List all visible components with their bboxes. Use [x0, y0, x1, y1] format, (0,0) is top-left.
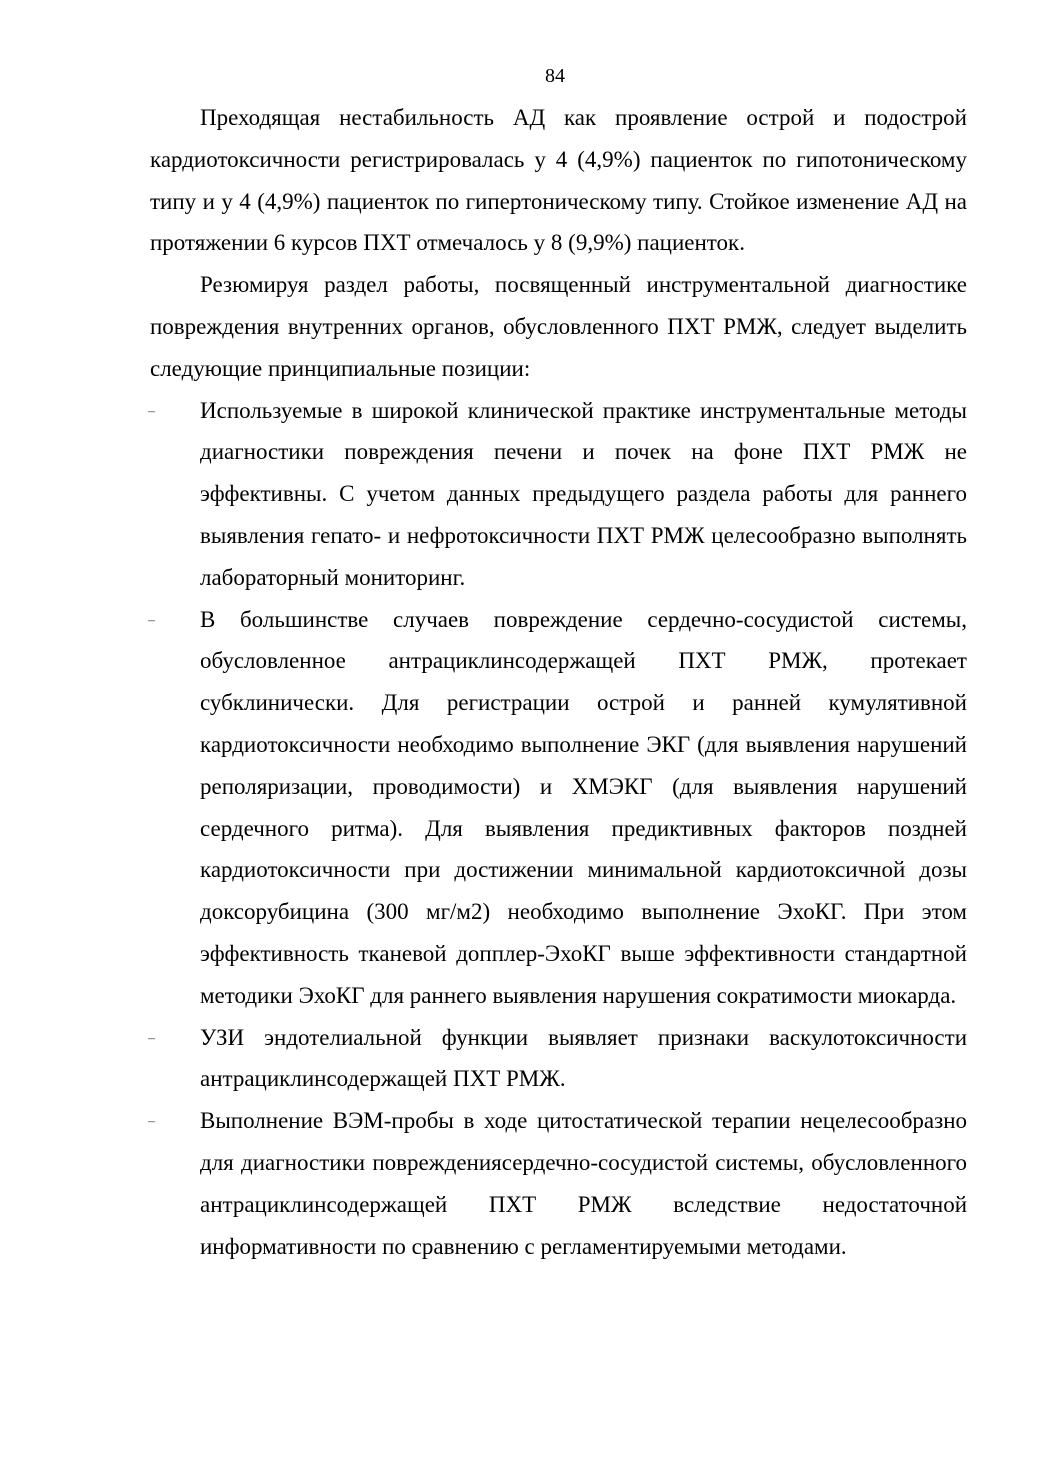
conclusions-list: [150, 390, 967, 1268]
list-item-text: Выполнение ВЭМ-пробы в ходе цитостатической терапии нецелесообразно для диагностики повреждениясердечно-сосудистой системы, обусловленного антрациклинсодержащей ПХТ РМЖ вследствие недостаточной информативности по сравнению с регламентируемыми методами.: [200, 1108, 967, 1259]
list-item: [150, 1100, 967, 1267]
list-marker: –: [148, 1030, 155, 1046]
page-number: 84: [545, 65, 565, 87]
list-item: [150, 599, 967, 1017]
paragraph-blood-pressure: Преходящая нестабильность АД как проявление острой и подострой кардиотоксичности регистрировалась у 4 (4,9%) пациенток по гипотоническому типу и у 4 (4,9%) пациенток по гипертоническому типу. Стойкое изменение АД на протяжении 6 курсов ПХТ отмечалось у 8 (9,9%) пациенток.: [150, 105, 967, 256]
list-item-text: Используемые в широкой клинической практике инструментальные методы диагностики повреждения печени и почек на фоне ПХТ РМЖ не эффективны. С учетом данных предыдущего раздела работы для раннего выявления гепато- и нефротоксичности ПХТ РМЖ целесообразно выполнять лабораторный мониторинг.: [200, 397, 967, 590]
list-item-text: В большинстве случаев повреждение сердечно-сосудистой системы, обусловленное антрациклинсодержащей ПХТ РМЖ, протекает субклинически. Для регистрации острой и ранней кумулятивной кардиотоксичности необходимо выполнение ЭКГ (для выявления нарушений реполяризации, проводимости) и ХМЭКГ (для выявления нарушений сердечного ритма). Для выявления предиктивных факторов поздней кардиотоксичности при достижении минимальной кардиотоксичной дозы доксорубицина (300 мг/м2) необходимо выполнение ЭхоКГ. При этом эффективность тканевой допплер-ЭхоКГ выше эффективности стандартной методики ЭхоКГ для раннего выявления нарушения сократимости миокарда.: [200, 606, 967, 1008]
list-marker: –: [148, 1114, 155, 1130]
page-body: [150, 97, 967, 1267]
list-marker: –: [148, 612, 155, 628]
list-item-text: УЗИ эндотелиальной функции выявляет признаки васкулотоксичности антрациклинсодержащей ПХТ РМЖ.: [200, 1024, 967, 1092]
paragraph-summary-intro: Резюмируя раздел работы, посвященный инструментальной диагностике повреждения внутренних органов, обусловленного ПХТ РМЖ, следует выделить следующие принципиальные позиции:: [150, 272, 967, 381]
list-marker: –: [148, 403, 155, 419]
list-item: [150, 390, 967, 599]
list-item: [150, 1017, 967, 1101]
